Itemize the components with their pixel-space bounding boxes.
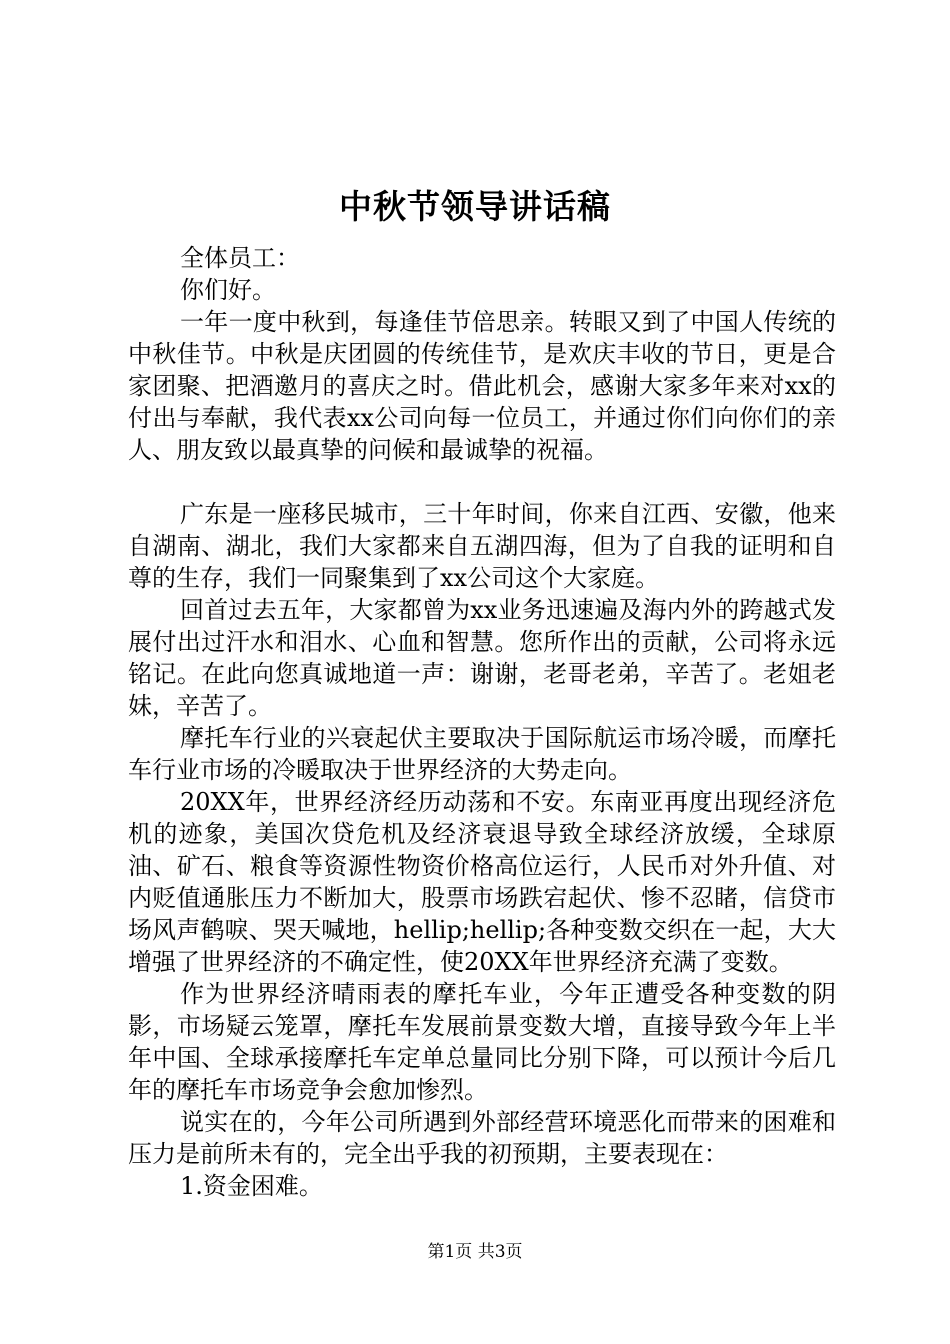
paragraph-past-five-years: 回首过去五年，大家都曾为xx业务迅速遍及海内外的跨越式发展付出过汗水和泪水、心血和智慧。您所作出的贡献，公司将永远铭记。在此向您真诚地道一声：谢谢，老哥老弟，辛苦了。老姐老妹，辛苦了。 [128, 596, 836, 720]
paragraph-industry-trend: 摩托车行业的兴衰起伏主要取决于国际航运市场冷暖，而摩托车行业市场的冷暖取决于世界经济的大势走向。 [128, 724, 836, 784]
page-footer: 第1页 共3页 [427, 1242, 523, 1262]
paragraph-hello: 你们好。 [180, 276, 276, 304]
paragraph-world-economy: 20XX年，世界经济经历动荡和不安。东南亚再度出现经济危机的迹象，美国次贷危机及经济衰退导致全球经济放缓，全球原油、矿石、粮食等资源性物资价格高位运行，人民币对外升值、对内贬值通胀压力不断加大，股票市场跌宕起伏、惨不忍睹，信贷市场风声鹤唳、哭天喊地，hellip;hellip;各种变数交织在一起，大大增强了世界经济的不确定性，使20XX年世界经济充满了变数。 [128, 788, 836, 976]
paragraph-difficulties: 说实在的，今年公司所遇到外部经营环境恶化而带来的困难和压力是前所未有的，完全出乎我的初预期，主要表现在： [128, 1108, 836, 1168]
paragraph-mid-autumn: 一年一度中秋到，每逢佳节倍思亲。转眼又到了中国人传统的中秋佳节。中秋是庆团圆的传统佳节，是欢庆丰收的节日，更是合家团聚、把酒邀月的喜庆之时。借此机会，感谢大家多年来对xx的付出与奉献，我代表xx公司向每一位员工，并通过你们向你们的亲人、朋友致以最真挚的问候和最诚挚的祝福。 [128, 308, 836, 464]
document-title: 中秋节领导讲话稿 [339, 187, 611, 226]
document-body [128, 242, 836, 1202]
paragraph-list-item-1: 1.资金困难。 [180, 1172, 323, 1200]
paragraph-greeting: 全体员工： [180, 244, 300, 272]
paragraph-guangdong: 广东是一座移民城市，三十年时间，你来自江西、安徽，他来自湖南、湖北，我们大家都来自五湖四海，但为了自我的证明和自尊的生存，我们一同聚集到了xx公司这个大家庭。 [128, 500, 836, 592]
paragraph-market-outlook: 作为世界经济晴雨表的摩托车业，今年正遭受各种变数的阴影，市场疑云笼罩，摩托车发展前景变数大增，直接导致今年上半年中国、全球承接摩托车定单总量同比分别下降，可以预计今后几年的摩托车市场竞争会愈加惨烈。 [128, 980, 836, 1104]
